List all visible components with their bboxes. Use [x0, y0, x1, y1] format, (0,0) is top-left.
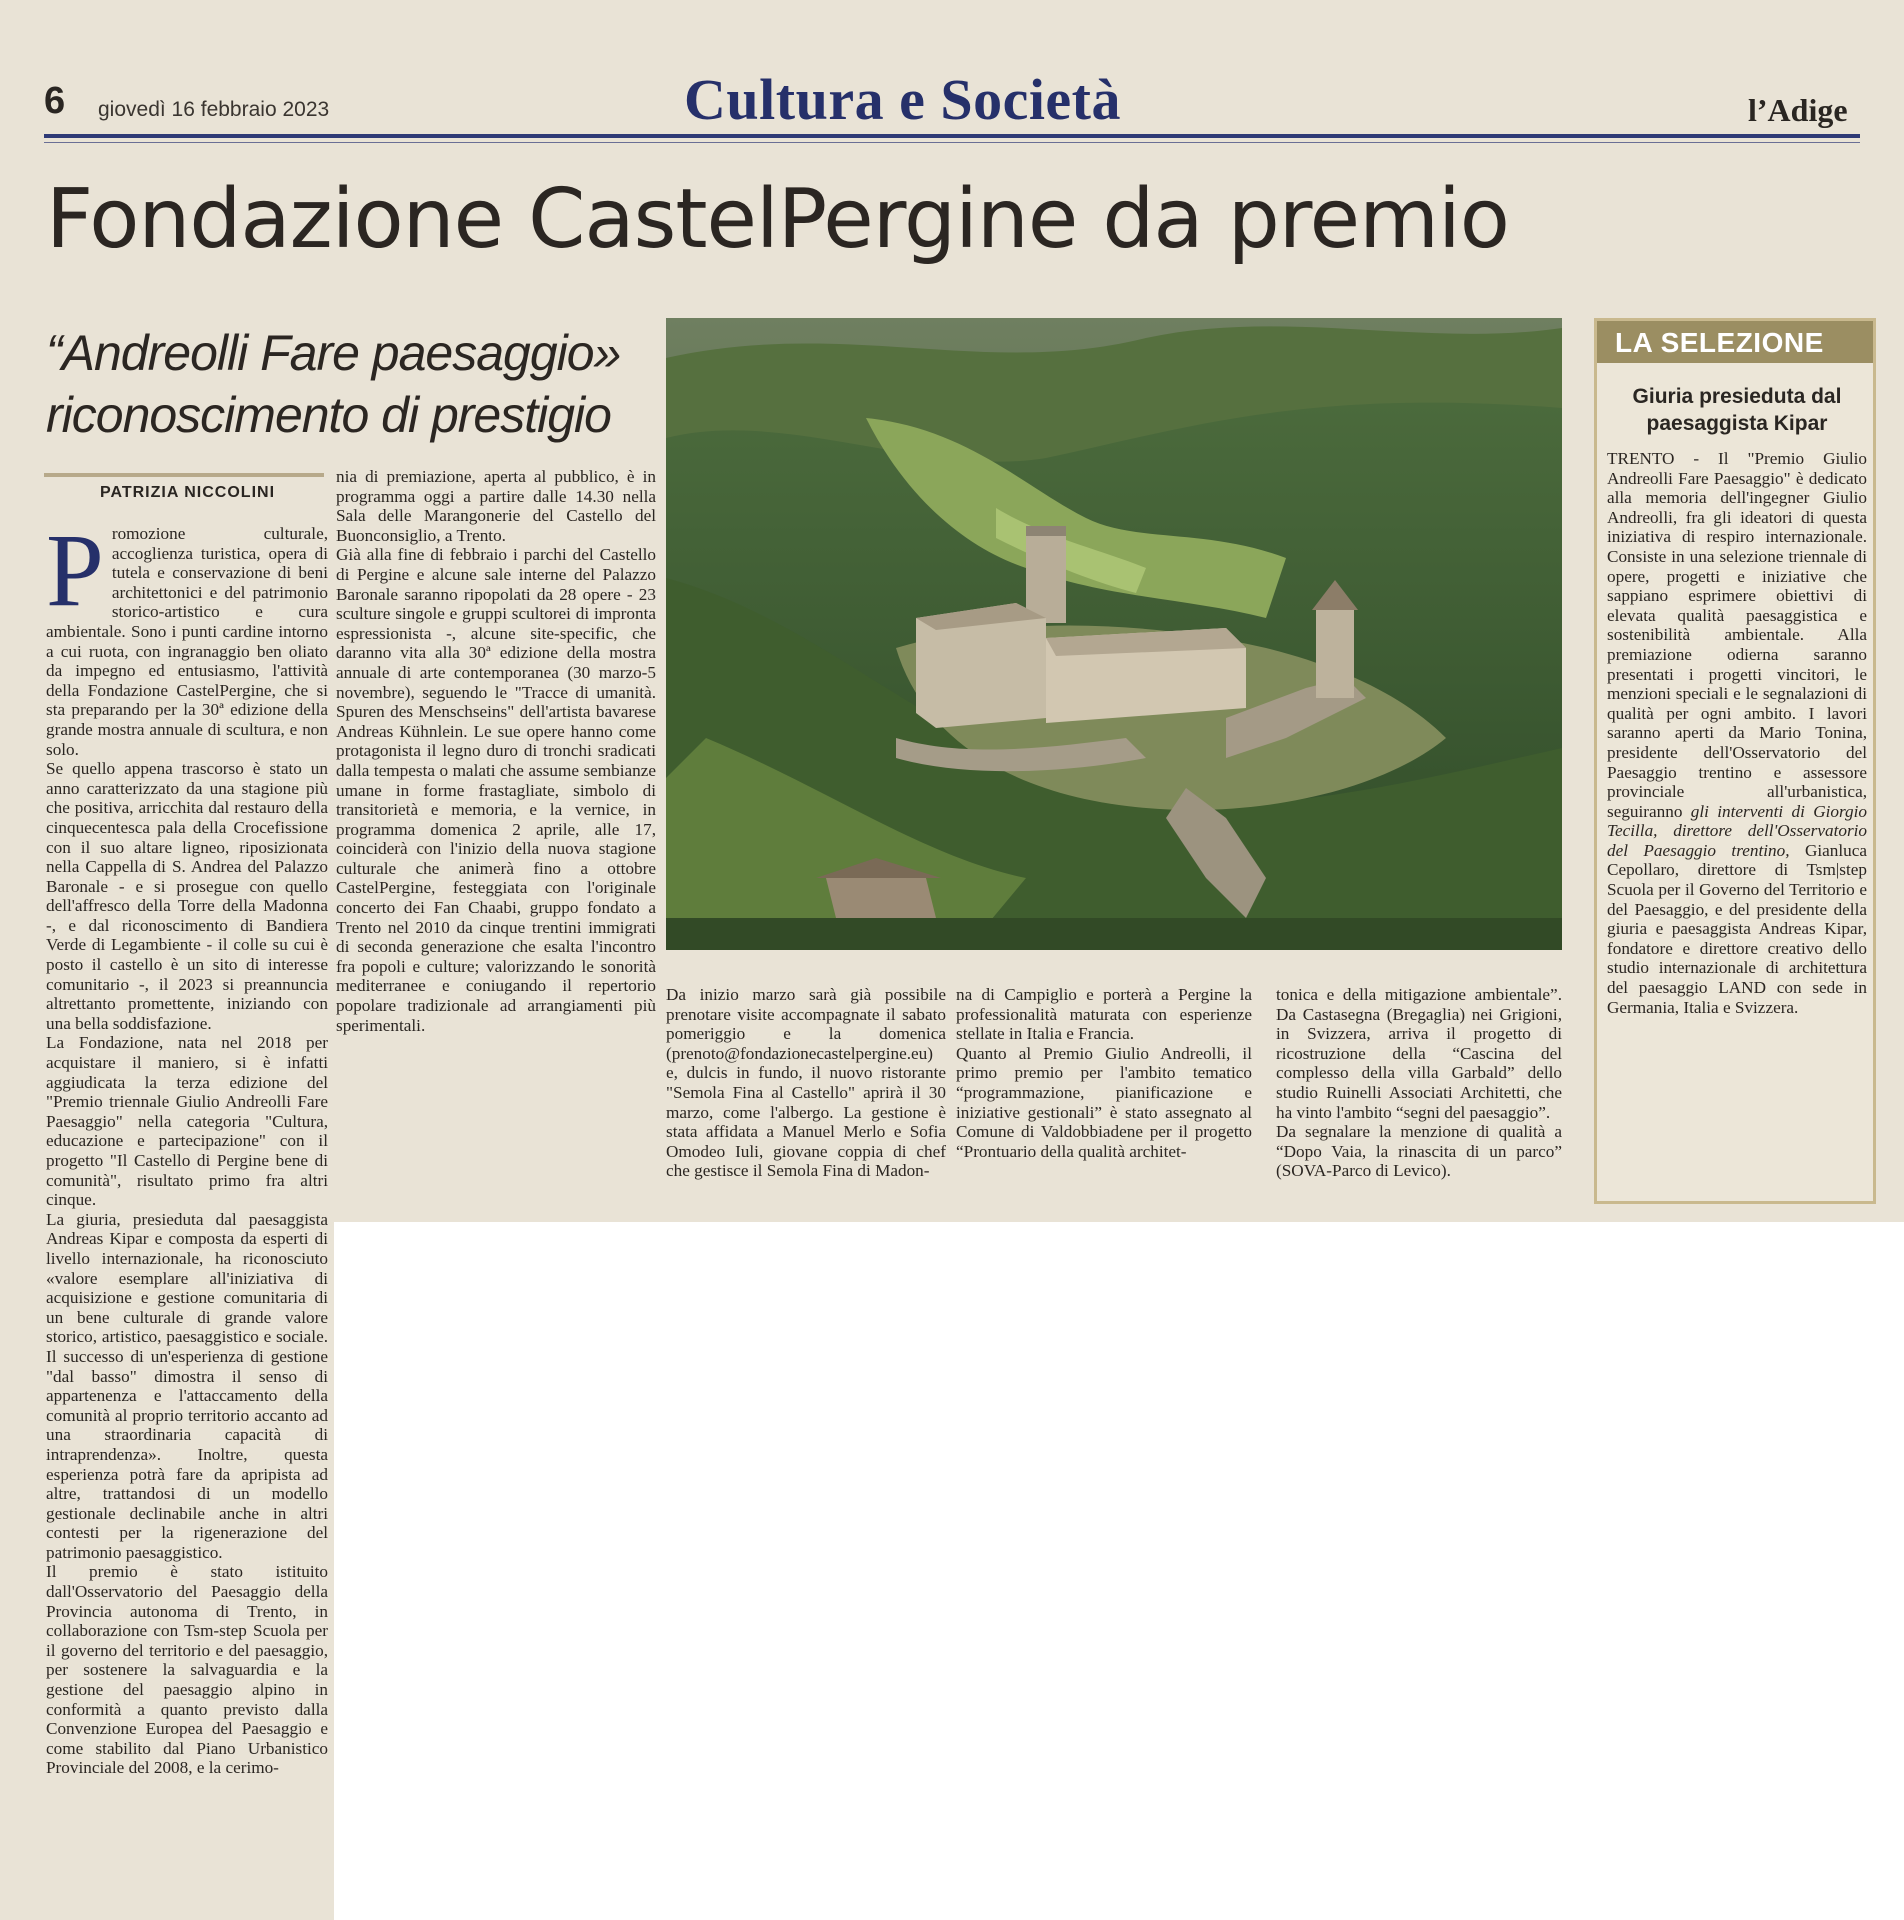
sidebar-text-italic: gli interventi di Giorgio Tecilla, direttore dell'Osservatorio del Paesaggio trentino, [1607, 801, 1868, 860]
page-number: 6 [44, 80, 66, 122]
paragraph: Già alla fine di febbraio i parchi del Castello di Pergine e alcune sale interne del Palazzo Baronale saranno ripopolati da 28 opere - 23 sculture singole e gruppi scultorei di impronta espressionista -, alcune site-specific, che daranno vita alla 30ª edizione della mostra annuale di arte contemporanea (30 marzo-5 novembre), seguendo le "Tracce di umanità. Spuren des Menschseins" dell'artista bavarese Andreas Kühnlein. Le sue opere hanno come protagonista il legno duro di tronchi sradicati dalla tempesta o malati che assume sembianze umane in forme frastagliate, simbolo di transitorietà e memoria, e la vernice, in programma domenica 2 aprile, alle 17, coinciderà con l'inizio della nuova stagione culturale che animerà fino a ottobre CastelPergine, festeggiata con l'originale concerto dei Fan Chaabi, gruppo fondato a Trento nel 2010 da cinque trentini immigrati di seconda generazione che esalta l'incontro fra popoli e culture; valorizzando le sonorità mediterranee e coniugando il repertorio popolare tradizionale ad arrangiamenti più sperimentali. [336, 545, 656, 1035]
castle-photo-illustration [666, 318, 1562, 950]
issue-date: giovedì 16 febbraio 2023 [98, 98, 330, 121]
paragraph: La giuria, presieduta dal paesaggista Andreas Kipar e composta da esperti di livello internazionale, ha riconosciuto «valore esemplare all'iniziativa di acquisizione e gestione comunitaria di un bene culturale di grande valore storico, artistico, paesaggistico e sociale. Il successo di un'esperienza di gestione "dal basso" dimostra il senso di appartenenza e l'attaccamento della comunità al proprio territorio accanto ad una straordinaria capacità di intraprendenza». Inoltre, questa esperienza potrà fare da apripista ad altre, trattandosi di un modello gestionale declinabile anche in altri contesti per la rigenerazione del patrimonio paesaggistico. [46, 1209, 328, 1562]
paragraph: Da segnalare la menzione di qualità a “Dopo Vaia, la rinascita di un parco” (SOVA-Parco di Levico). [1276, 1122, 1562, 1181]
paragraph: Il premio è stato istituito dall'Osservatorio del Paesaggio della Provincia autonoma di Trento, in collaborazione con Tsm-step Scuola per il governo del territorio e del paesaggio, per sostenere la salvaguardia e la gestione del paesaggio alpino in conformità a quanto previsto dalla Convenzione Europea del Paesaggio e come stabilito dal Piano Urbanistico Provinciale del 2008, e la cerimo- [46, 1562, 328, 1778]
drop-cap: P [46, 513, 104, 628]
paragraph: La Fondazione, nata nel 2018 per acquistare il maniero, si è infatti aggiudicata la terza edizione del "Premio triennale Giulio Andreolli Fare Paesaggio" nella categoria "Cultura, educazione e partecipazione" con il progetto "Il Castello di Pergine bene di comunità", risultato primo fra altri cinque. [46, 1033, 328, 1210]
article-column-5 [1276, 985, 1562, 1181]
sidebar-text-part: Gianluca Cepollaro, direttore di Tsm|step Scuola per il Governo del Territorio e del Paesaggio, e del presidente della giuria e paesaggista Andreas Kipar, fondatore e direttore creativo dello studio internazionale di architettura del paesaggio LAND con sede in Germania, Italia e Svizzera. [1607, 840, 1867, 1017]
paragraph: Se quello appena trascorso è stato un anno caratterizzato da una stagione più che positiva, arricchita dal restauro della cinquecentesca pala della Crocefissione con il suo altare ligneo, riposizionata nella Cappella di S. Andrea del Palazzo Baronale - e si prosegue con quello dell'affresco della Torre della Madonna -, e dal riconoscimento di Bandiera Verde di Legambiente - il colle su cui è posto il castello è un sito di interesse comunitario -, il 2023 si preannuncia altrettanto promettente, iniziando con una bella soddisfazione. [46, 759, 328, 1033]
sidebar-text-part: TRENTO - Il "Premio Giulio Andreolli Fare Paesaggio" è dedicato alla memoria dell'ingegner Giulio Andreolli, fra gli ideatori di questa iniziativa di respiro internazionale. Consiste in una selezione triennale di opere, progetti e iniziative che sappiano esprimere obiettivi di elevata qualità paesaggistica e sostenibilità ambientale. Alla premiazione odierna saranno presentati i progetti vincitori, le menzioni speciali e le segnalazioni di qualità per ogni ambito. I lavori saranno aperti da Mario Tonina, presidente dell'Osservatorio del Paesaggio trentino e assessore provinciale all'urbanistica, seguiranno [1607, 449, 1867, 821]
sidebar-title: Giuria presieduta dal paesaggista Kipar [1632, 385, 1842, 435]
byline-bar [44, 473, 324, 477]
paragraph: Quanto al Premio Giulio Andreolli, il primo premio per l'ambito tematico “programmazione, pianificazione e iniziative gestionali” è stato assegnato al Comune di Valdobbiadene per il progetto “Prontuario della qualità architet- [956, 1043, 1252, 1161]
section-title: Cultura e Società [684, 67, 1121, 132]
sidebar-box [1594, 318, 1876, 1204]
article-column-4 [956, 985, 1252, 1161]
newspaper-name: l’Adige [1748, 92, 1848, 128]
article-column-1 [46, 513, 328, 1778]
headline: Fondazione CastelPergine da premio [46, 172, 1509, 267]
castle-photo [666, 318, 1562, 950]
masthead-rule [44, 134, 1860, 138]
article-column-2 [336, 467, 656, 1035]
sidebar-tag [1597, 321, 1873, 363]
paragraph: na di Campiglio e porterà a Pergine la professionalità maturata con esperienze stellate in Italia e Francia. [956, 985, 1252, 1044]
byline: PATRIZIA NICCOLINI [100, 484, 276, 501]
subheadline: “Andreolli Fare paesaggio» riconoscimento di prestigio [46, 325, 621, 443]
masthead-rule-thin [44, 142, 1860, 143]
paragraph: romozione culturale, accoglienza turistica, opera di tutela e conservazione di beni architettonici e del patrimonio storico-artistico e cura ambientale. Sono i punti cardine intorno a cui ruota, con ingranaggio ben oliato da impegno ed entusiasmo, l'attività della Fondazione CastelPergine, che si sta preparando per la 30ª edizione della grande mostra annuale di scultura, e non solo. [46, 524, 328, 759]
sidebar-text [1607, 449, 1867, 1017]
paragraph: tonica e della mitigazione ambientale”. Da Castasegna (Bregaglia) nei Grigioni, in Svizzera, arriva il progetto di ricostruzione della “Cascina del complesso della villa Garbald” dello studio Ruinelli Associati Architetti, che ha vinto l'ambito “segni del paesaggio”. [1276, 985, 1562, 1122]
paragraph: Da inizio marzo sarà già possibile prenotare visite accompagnate il sabato pomeriggio e la domenica (prenoto@fondazionecastelpergine.eu) e, dulcis in fundo, il nuovo ristorante "Semola Fina al Castello" aprirà il 30 marzo, come l'albergo. La gestione è stata affidata a Manuel Merlo e Sofia Omodeo Iuli, giovane coppia di chef che gestisce il Semola Fina di Madon- [666, 985, 946, 1181]
sidebar-tag-label: LA SELEZIONE [1615, 327, 1824, 358]
article-column-3 [666, 985, 946, 1181]
paragraph: nia di premiazione, aperta al pubblico, è in programma oggi a partire dalle 14.30 nella Sala delle Marangonerie del Castello del Buonconsiglio, a Trento. [336, 467, 656, 545]
